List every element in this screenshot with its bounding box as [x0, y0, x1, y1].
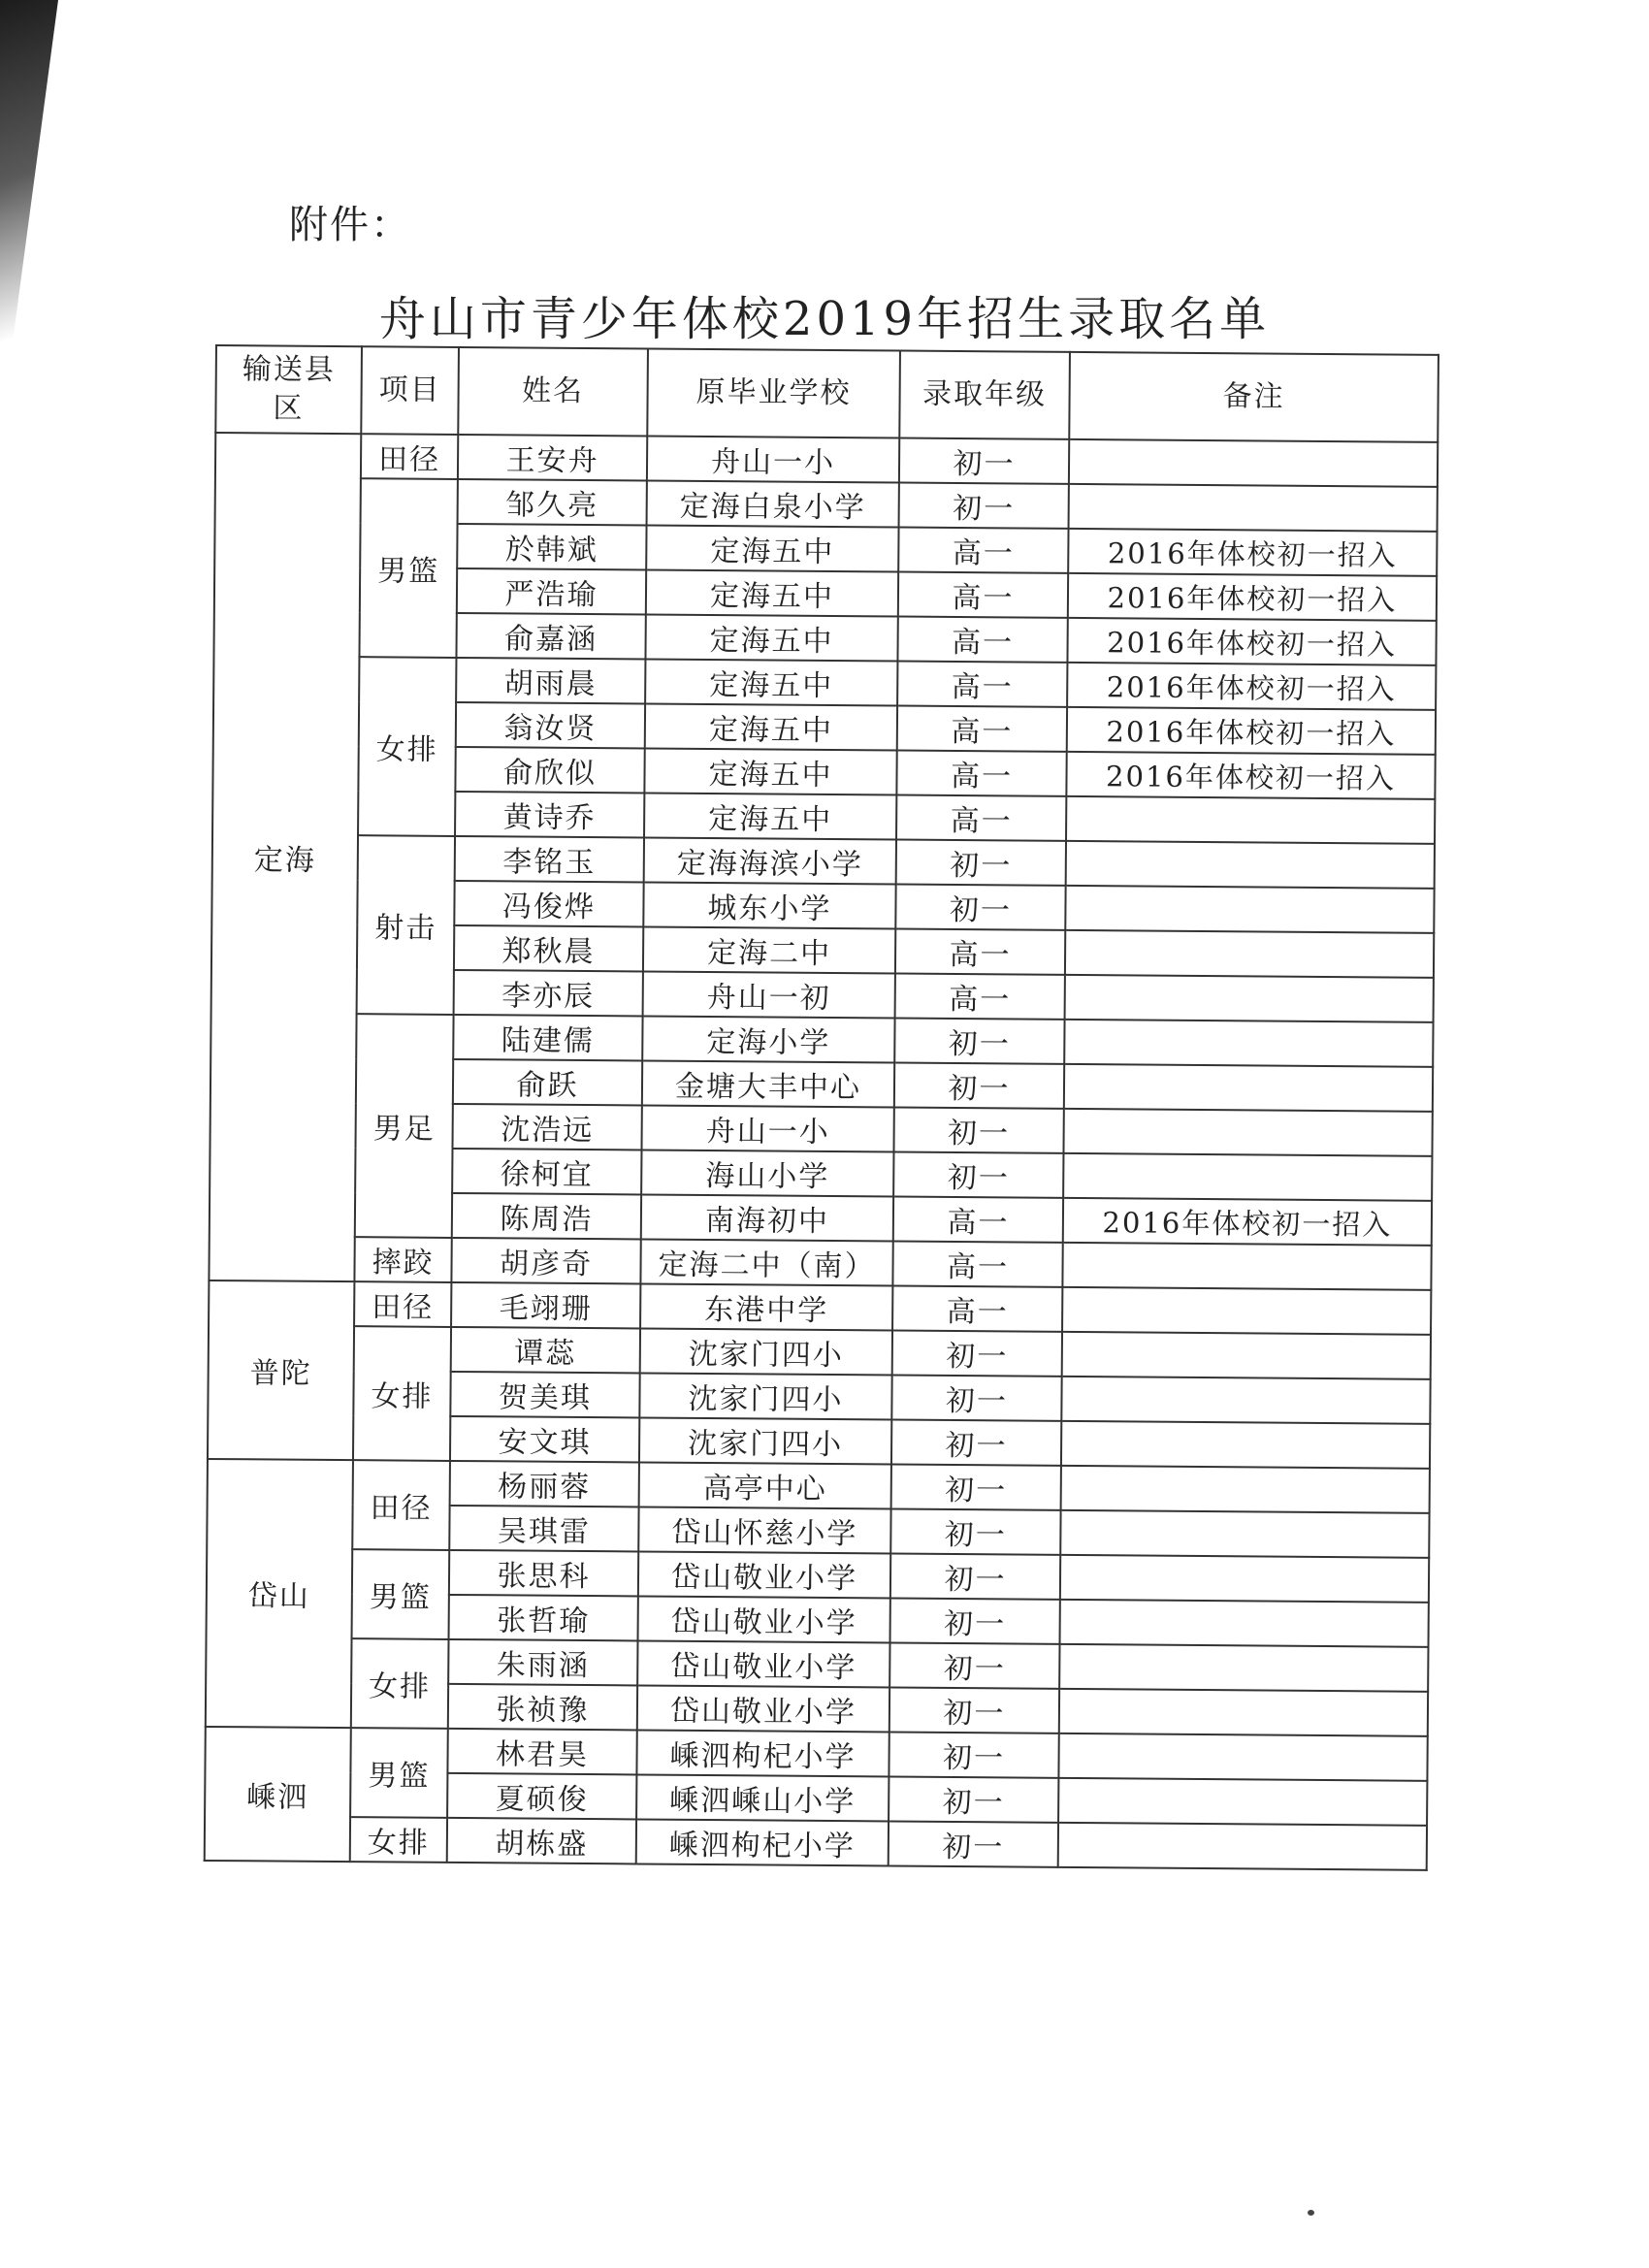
- school-cell: 嵊泗枸杞小学: [636, 1819, 889, 1865]
- name-cell: 张思科: [449, 1550, 638, 1597]
- sport-cell: 摔跤: [354, 1237, 451, 1282]
- grade-cell: 高一: [898, 528, 1068, 573]
- school-cell: 定海白泉小学: [647, 480, 899, 527]
- name-cell: 黄诗乔: [455, 792, 644, 838]
- sport-cell: 田径: [354, 1281, 451, 1327]
- school-cell: 嵊泗枸杞小学: [636, 1730, 889, 1776]
- note-cell: [1061, 1377, 1430, 1424]
- grade-cell: 初一: [890, 1554, 1060, 1600]
- school-cell: 嵊泗嵊山小学: [636, 1774, 889, 1821]
- grade-cell: 高一: [897, 617, 1067, 663]
- name-cell: 胡彦奇: [451, 1238, 640, 1284]
- grade-cell: 高一: [895, 974, 1065, 1020]
- note-cell: [1060, 1510, 1429, 1558]
- name-cell: 林君昊: [447, 1729, 636, 1775]
- table-row: [206, 1637, 1428, 1692]
- name-cell: 张哲瑜: [449, 1595, 638, 1641]
- name-cell: 谭蕊: [451, 1327, 640, 1374]
- name-cell: 夏硕俊: [447, 1773, 636, 1820]
- note-cell: 2016年体校初一招入: [1067, 618, 1436, 665]
- attachment-label: 附件：: [289, 203, 411, 247]
- grade-cell: 初一: [889, 1643, 1059, 1689]
- grade-cell: 初一: [894, 1019, 1064, 1064]
- note-cell: [1062, 1243, 1431, 1290]
- name-cell: 郑秋晨: [454, 925, 643, 972]
- school-cell: 定海五中: [646, 525, 898, 571]
- grade-cell: 初一: [891, 1376, 1061, 1421]
- grade-cell: 高一: [896, 751, 1066, 796]
- name-cell: 陆建儒: [453, 1015, 642, 1061]
- note-cell: 2016年体校初一招入: [1066, 752, 1435, 799]
- name-cell: 胡雨晨: [456, 658, 645, 704]
- name-cell: 李铭玉: [455, 836, 644, 883]
- note-cell: [1061, 1421, 1430, 1469]
- note-cell: [1063, 1153, 1432, 1201]
- sport-cell: 女排: [358, 657, 456, 836]
- document-title: 舟山市青少年体校2019年招生录取名单: [378, 292, 1271, 346]
- school-cell: 定海二中（南）: [640, 1239, 892, 1285]
- school-cell: 城东小学: [643, 882, 895, 928]
- note-cell: [1065, 975, 1434, 1022]
- note-cell: [1065, 930, 1434, 978]
- header-school: 原毕业学校: [647, 349, 900, 438]
- grade-cell: 初一: [892, 1331, 1062, 1377]
- county-cell: 岱山: [206, 1459, 353, 1728]
- school-cell: 定海二中: [643, 926, 895, 973]
- sport-cell: 男篮: [359, 478, 457, 658]
- name-cell: 张祯豫: [448, 1684, 637, 1731]
- grade-cell: 初一: [891, 1420, 1061, 1466]
- grade-cell: 初一: [893, 1108, 1063, 1153]
- grade-cell: 初一: [899, 438, 1069, 484]
- sport-cell: 男篮: [350, 1728, 448, 1818]
- name-cell: 沈浩远: [452, 1104, 641, 1150]
- school-cell: 岱山怀慈小学: [638, 1507, 890, 1553]
- note-cell: [1058, 1778, 1427, 1826]
- note-cell: [1062, 1332, 1431, 1379]
- school-cell: 舟山一小: [641, 1105, 893, 1151]
- name-cell: 冯俊烨: [454, 881, 643, 927]
- county-cell: 定海: [209, 433, 361, 1281]
- note-cell: [1062, 1287, 1431, 1335]
- sport-cell: 田径: [352, 1460, 450, 1550]
- county-cell: 普陀: [208, 1280, 354, 1460]
- grade-cell: 初一: [889, 1733, 1058, 1778]
- sport-cell: 女排: [351, 1638, 449, 1729]
- school-cell: 定海小学: [642, 1016, 894, 1062]
- note-cell: [1059, 1689, 1428, 1736]
- school-cell: 定海五中: [646, 569, 898, 616]
- name-cell: 朱雨涵: [448, 1639, 637, 1686]
- grade-cell: 初一: [889, 1688, 1059, 1733]
- sport-cell: 射击: [357, 835, 455, 1015]
- name-cell: 邹久亮: [458, 479, 647, 526]
- table-row: [213, 656, 1436, 710]
- name-cell: 俞欣似: [455, 747, 644, 794]
- name-cell: 杨丽蓉: [450, 1461, 639, 1507]
- county-cell: 嵊泗: [205, 1727, 351, 1862]
- sport-cell: 女排: [353, 1326, 451, 1461]
- grade-cell: 高一: [896, 795, 1066, 841]
- grade-cell: 高一: [892, 1242, 1062, 1287]
- table-row: [209, 1325, 1431, 1379]
- grade-cell: 初一: [890, 1509, 1060, 1555]
- school-cell: 定海五中: [644, 748, 896, 794]
- school-cell: 舟山一初: [643, 971, 895, 1018]
- header-sport: 项目: [361, 346, 459, 435]
- school-cell: 定海海滨小学: [644, 837, 896, 884]
- grade-cell: 初一: [891, 1465, 1061, 1510]
- name-cell: 於韩斌: [457, 524, 646, 570]
- note-cell: [1060, 1555, 1429, 1603]
- note-cell: 2016年体校初一招入: [1067, 663, 1436, 710]
- school-cell: 岱山敬业小学: [638, 1551, 890, 1598]
- school-cell: 定海五中: [645, 614, 897, 661]
- grade-cell: 高一: [897, 662, 1067, 707]
- header-name: 姓名: [458, 347, 648, 437]
- grade-cell: 初一: [899, 483, 1069, 529]
- name-cell: 翁汝贤: [456, 702, 645, 749]
- name-cell: 贺美琪: [450, 1372, 639, 1418]
- header-grade: 录取年级: [899, 351, 1070, 439]
- note-cell: [1069, 484, 1438, 532]
- note-cell: [1063, 1109, 1432, 1156]
- grade-cell: 高一: [895, 929, 1065, 975]
- header-note: 备注: [1069, 352, 1439, 442]
- school-cell: 金塘大丰中心: [642, 1060, 894, 1107]
- note-cell: 2016年体校初一招入: [1068, 573, 1437, 621]
- table-row: [208, 1459, 1430, 1513]
- grade-cell: 高一: [892, 1286, 1062, 1332]
- grade-cell: 高一: [897, 706, 1067, 752]
- note-cell: [1066, 841, 1435, 889]
- name-cell: 陈周浩: [452, 1193, 641, 1240]
- name-cell: 王安舟: [458, 435, 647, 481]
- note-cell: [1060, 1600, 1429, 1647]
- sport-cell: 男足: [355, 1014, 454, 1238]
- school-cell: 东港中学: [640, 1283, 892, 1330]
- note-cell: [1064, 1064, 1433, 1112]
- grade-cell: 高一: [893, 1197, 1063, 1243]
- scan-shadow: [0, 0, 58, 437]
- table-row: [205, 1727, 1427, 1781]
- grade-cell: 初一: [889, 1821, 1058, 1866]
- sport-cell: 田径: [361, 434, 458, 479]
- name-cell: 毛翊珊: [451, 1282, 640, 1329]
- grade-cell: 初一: [893, 1152, 1063, 1198]
- scan-speck: [1308, 2210, 1314, 2216]
- sport-cell: 男篮: [352, 1549, 450, 1639]
- name-cell: 俞嘉涵: [456, 613, 645, 660]
- school-cell: 舟山一小: [647, 437, 899, 483]
- school-cell: 岱山敬业小学: [638, 1596, 890, 1642]
- school-cell: 定海五中: [645, 659, 897, 705]
- grade-cell: 初一: [890, 1599, 1060, 1644]
- header-county: 输送县区: [215, 345, 362, 434]
- name-cell: 徐柯宜: [452, 1149, 641, 1195]
- grade-cell: 初一: [896, 840, 1066, 886]
- name-cell: 胡栋盛: [447, 1818, 636, 1864]
- school-cell: 沈家门四小: [639, 1417, 891, 1464]
- table-header-row: [215, 345, 1439, 442]
- table-row: [210, 1013, 1433, 1067]
- admission-table: [204, 344, 1439, 1871]
- name-cell: 李亦辰: [454, 970, 643, 1017]
- school-cell: 海山小学: [641, 1150, 893, 1196]
- school-cell: 沈家门四小: [639, 1373, 891, 1419]
- school-cell: 岱山敬业小学: [637, 1640, 889, 1687]
- note-cell: 2016年体校初一招入: [1067, 707, 1436, 755]
- school-cell: 沈家门四小: [640, 1328, 892, 1375]
- note-cell: [1058, 1823, 1427, 1870]
- note-cell: [1058, 1733, 1427, 1781]
- name-cell: 俞跃: [453, 1059, 642, 1106]
- name-cell: 严浩瑜: [457, 568, 646, 615]
- table-row: [212, 834, 1435, 889]
- grade-cell: 初一: [889, 1776, 1058, 1822]
- grade-cell: 初一: [894, 1063, 1064, 1109]
- school-cell: 定海五中: [644, 793, 896, 839]
- note-cell: 2016年体校初一招入: [1068, 529, 1437, 576]
- grade-cell: 初一: [895, 885, 1065, 930]
- table-row: [205, 1816, 1427, 1870]
- school-cell: 岱山敬业小学: [637, 1685, 889, 1732]
- school-cell: 南海初中: [641, 1194, 893, 1241]
- note-cell: [1066, 796, 1435, 844]
- note-cell: [1065, 886, 1434, 933]
- note-cell: [1061, 1466, 1430, 1513]
- note-cell: 2016年体校初一招入: [1063, 1198, 1432, 1246]
- sport-cell: 女排: [350, 1817, 447, 1863]
- table-row: [215, 477, 1438, 532]
- grade-cell: 高一: [898, 572, 1068, 618]
- note-cell: [1069, 439, 1438, 487]
- school-cell: 定海五中: [645, 703, 897, 750]
- name-cell: 安文琪: [450, 1416, 639, 1463]
- name-cell: 吴琪雷: [449, 1506, 638, 1552]
- note-cell: [1064, 1020, 1433, 1067]
- note-cell: [1059, 1644, 1428, 1692]
- table-row: [207, 1548, 1429, 1603]
- school-cell: 高亭中心: [639, 1462, 891, 1508]
